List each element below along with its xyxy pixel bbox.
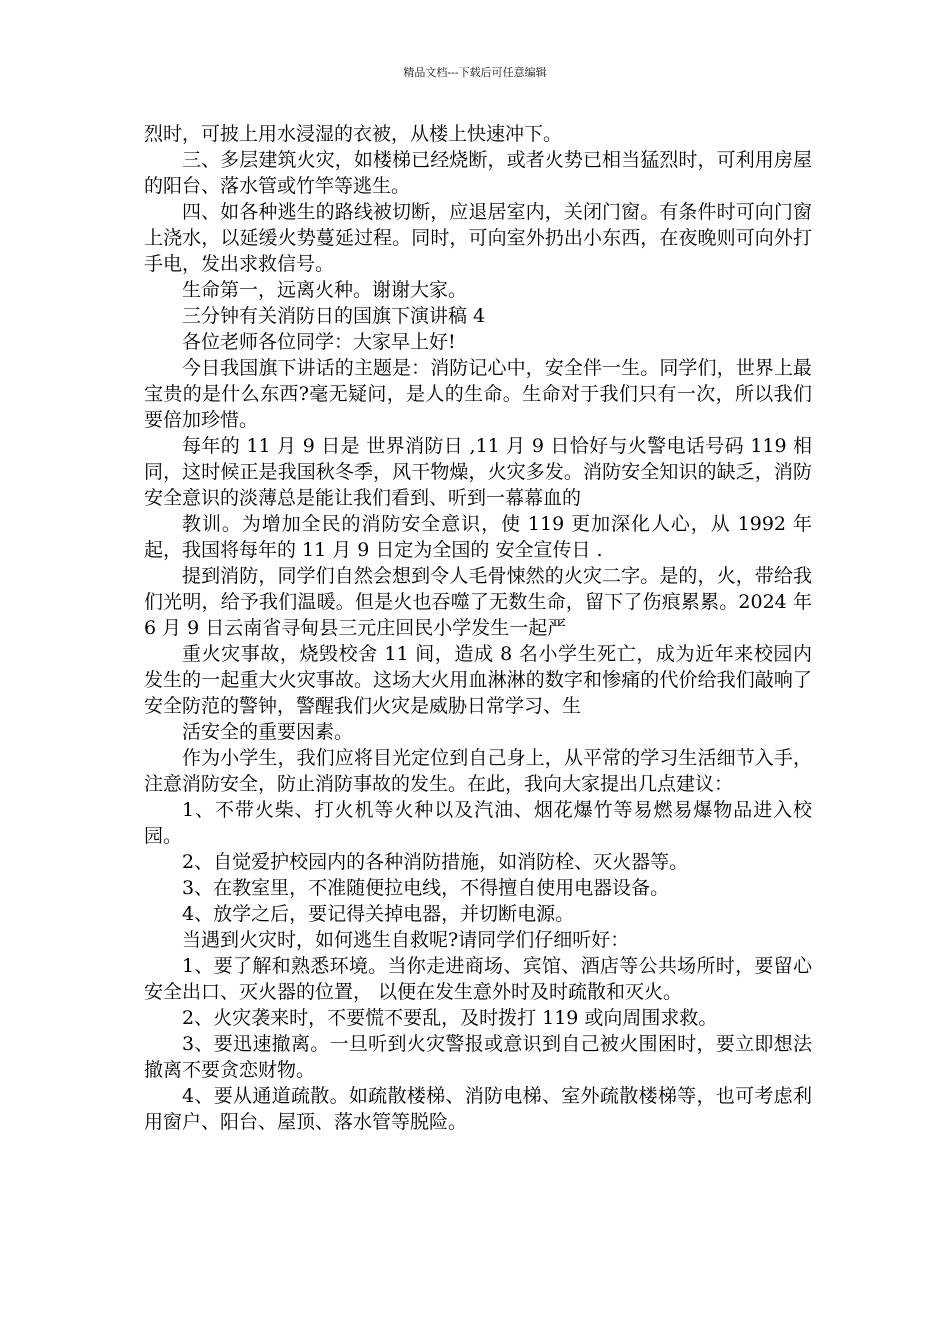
list-item: 4、要从通道疏散。如疏散楼梯、消防电梯、室外疏散楼梯等，也可考虑利用窗户、阳台、屋顶、落水管等脱险。 — [144, 1085, 812, 1133]
paragraph: 烈时，可披上用水浸湿的衣被，从楼上快速冲下。 — [144, 123, 563, 145]
list-item: 1、要了解和熟悉环境。当你走进商场、宾馆、酒店等公共场所时，要留心安全出口、灭火器的位置， 以便在发生意外时及时疏散和灭火。 — [144, 955, 812, 1003]
section-title: 三分钟有关消防日的国旗下演讲稿 4 — [182, 305, 486, 327]
list-item: 4、放学之后，要记得关掉电器，并切断电源。 — [182, 903, 575, 925]
list-item: 3、在教室里，不准随便拉电线，不得擅自使用电器设备。 — [182, 877, 670, 899]
paragraph: 三、多层建筑火灾，如楼梯已经烧断，或者火势已相当猛烈时，可利用房屋的阳台、落水管或竹竿等逃生。 — [144, 149, 812, 197]
paragraph: 当遇到火灾时，如何逃生自救呢?请同学们仔细听好： — [182, 929, 630, 951]
paragraph: 活安全的重要因素。 — [182, 721, 354, 743]
list-item: 1、不带火柴、打火机等火种以及汽油、烟花爆竹等易燃易爆物品进入校园。 — [144, 799, 812, 847]
paragraph: 生命第一，远离火种。谢谢大家。 — [182, 279, 468, 301]
greeting: 各位老师各位同学：大家早上好! — [182, 331, 456, 353]
page-header: 精品文档---下载后可任意编辑 — [403, 66, 547, 79]
list-item: 2、火灾袭来时，不要慌不要乱，及时拨打 119 或向周围求救。 — [182, 1007, 718, 1029]
document-body — [144, 121, 812, 1135]
list-item: 3、要迅速撤离。一旦听到火灾警报或意识到自己被火围困时，要立即想法撤离不要贪恋财物。 — [144, 1033, 812, 1081]
paragraph: 作为小学生，我们应将目光定位到自己身上，从平常的学习生活细节入手，注意消防安全，防止消防事故的发生。在此，我向大家提出几点建议： — [144, 747, 812, 795]
paragraph: 教训。为增加全民的消防安全意识，使 119 更加深化人心，从 1992 年起，我国将每年的 11 月 9 日定为全国的 安全宣传日 . — [144, 513, 812, 561]
paragraph: 提到消防，同学们自然会想到令人毛骨悚然的火灾二字。是的，火，带给我们光明，给予我们温暖。但是火也吞噬了无数生命，留下了伤痕累累。2024 年 6 月 9 日云南省寻甸县三元庄回民小学发生一起严 — [144, 565, 812, 639]
paragraph: 四、如各种逃生的路线被切断，应退居室内，关闭门窗。有条件时可向门窗上浇水，以延缓火势蔓延过程。同时，可向室外扔出小东西，在夜晚则可向外打手电，发出求救信号。 — [144, 201, 812, 275]
list-item: 2、自觉爱护校园内的各种消防措施，如消防栓、灭火器等。 — [182, 851, 689, 873]
paragraph: 每年的 11 月 9 日是 世界消防日 ,11 月 9 日恰好与火警电话号码 119 相同，这时候正是我国秋冬季，风干物燥，火灾多发。消防安全知识的缺乏，消防安全意识的淡薄总是能让我们看到、听到一幕幕血的 — [144, 435, 812, 509]
paragraph: 重火灾事故，烧毁校舍 11 间，造成 8 名小学生死亡，成为近年来校园内发生的一起重大火灾事故。这场大火用血淋淋的数字和惨痛的代价给我们敲响了安全防范的警钟，警醒我们火灾是威胁日常学习、生 — [144, 643, 812, 717]
paragraph: 今日我国旗下讲话的主题是：消防记心中，安全伴一生。同学们，世界上最宝贵的是什么东西?毫无疑问，是人的生命。生命对于我们只有一次，所以我们要倍加珍惜。 — [144, 357, 812, 431]
